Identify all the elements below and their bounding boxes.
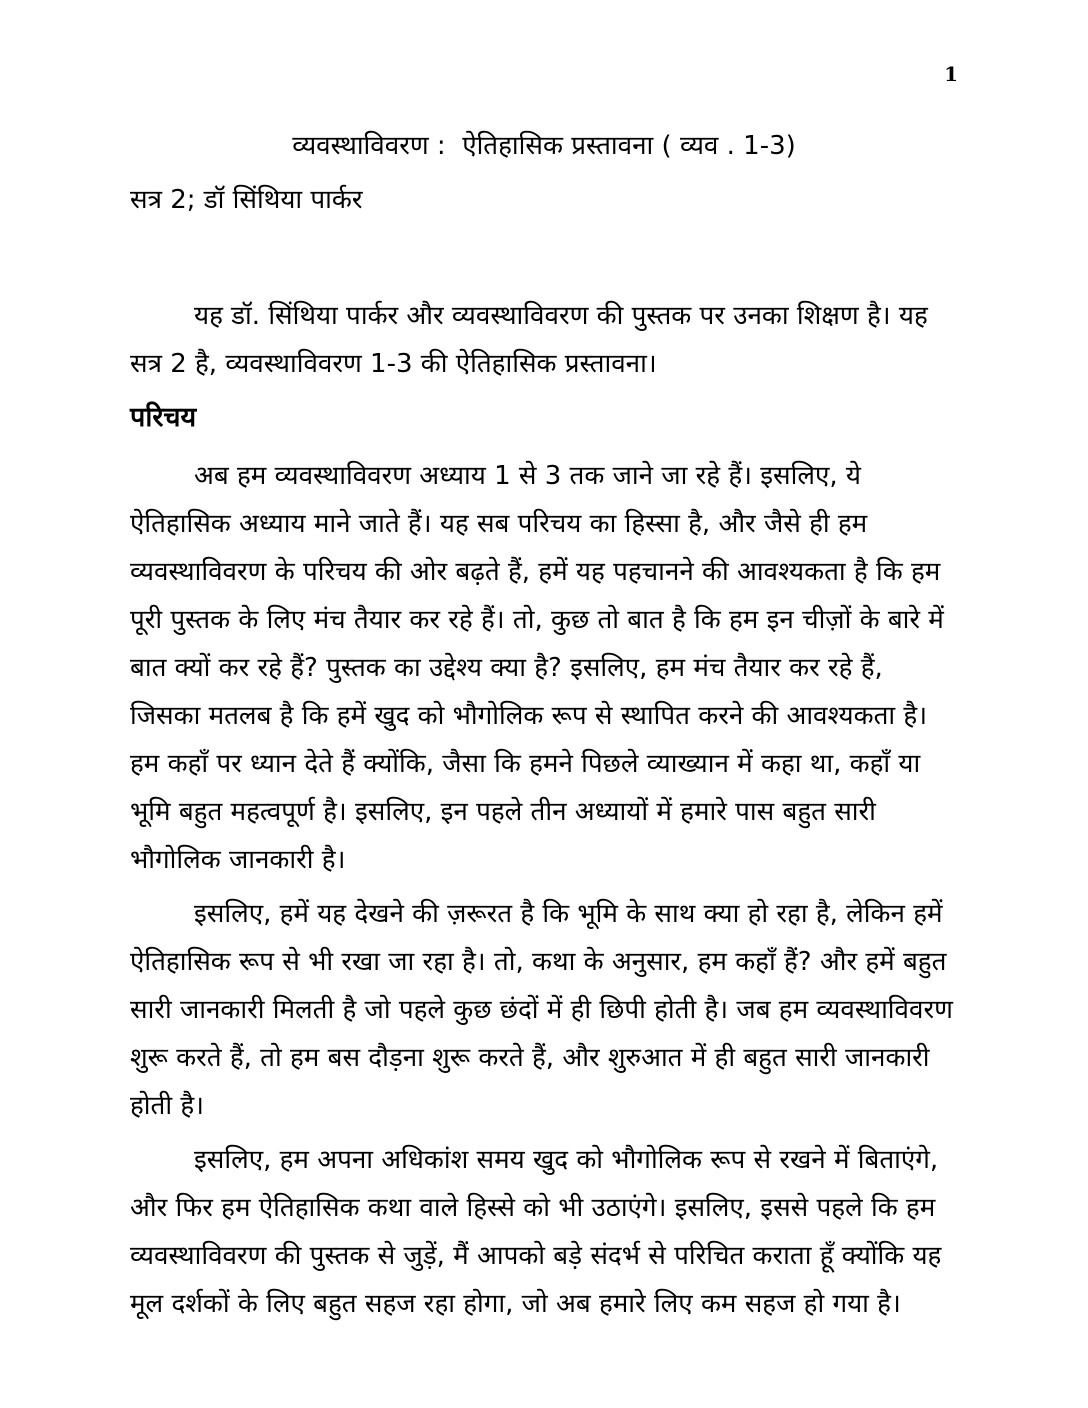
body-paragraph-1: अब हम व्यवस्थाविवरण अध्याय 1 से 3 तक जाने जा रहे हैं। इसलिए, ये ऐतिहासिक अध्याय माने जाते हैं। यह सब परिचय का हिस्सा है, और जैसे ही हम व्यवस्थाविवरण के परिचय की ओर बढ़ते हैं, हमें यह पहचानने की आवश्यकता है कि हम पूरी पुस्तक के लिए मंच तैयार कर रहे हैं। तो, कुछ तो बात है कि हम इन चीज़ों के बारे में बात क्यों कर रहे हैं? पुस्तक का उद्देश्य क्या है? इसलिए, हम मंच तैयार कर रहे हैं, जिसका मतलब है कि हमें खुद को भौगोलिक रूप से स्थापित करने की आवश्यकता है। हम कहाँ पर ध्यान देते हैं क्योंकि, जैसा कि हमने पिछले व्याख्यान में कहा था, कहाँ या भूमि बहुत महत्वपूर्ण है। इसलिए, इन पहले तीन अध्यायों में हमारे पास बहुत सारी भौगोलिक जानकारी है। (130, 461, 944, 875)
session-byline: सत्र 2; डॉ सिंथिया पार्कर (130, 185, 363, 215)
intro-paragraph: यह डॉ. सिंथिया पार्कर और व्यवस्थाविवरण की पुस्तक पर उनका शिक्षण है। यह सत्र 2 है, व्यवस्थाविवरण 1-3 की ऐतिहासिक प्रस्तावना। (130, 301, 928, 379)
document-body (130, 292, 960, 1334)
body-paragraph-2: इसलिए, हमें यह देखने की ज़रूरत है कि भूमि के साथ क्या हो रहा है, लेकिन हमें ऐतिहासिक रूप से भी रखा जा रहा है। तो, कथा के अनुसार, हम कहाँ हैं? और हमें बहुत सारी जानकारी मिलती है जो पहले कुछ छंदों में ही छिपी होती है। जब हम व्यवस्थाविवरण शुरू करते हैं, तो हम बस दौड़ना शुरू करते हैं, और शुरुआत में ही बहुत सारी जानकारी होती है। (130, 899, 953, 1121)
page-number: 1 (944, 62, 958, 86)
body-paragraph-3: इसलिए, हम अपना अधिकांश समय खुद को भौगोलिक रूप से रखने में बिताएंगे, और फिर हम ऐतिहासिक कथा वाले हिस्से को भी उठाएंगे। इसलिए, इससे पहले कि हम व्यवस्थाविवरण की पुस्तक से जुड़ें, मैं आपको बड़े संदर्भ से परिचित कराता हूँ क्योंकि यह मूल दर्शकों के लिए बहुत सहज रहा होगा, जो अब हमारे लिए कम सहज हो गया है। (130, 1145, 942, 1319)
section-heading-introduction: परिचय (130, 402, 197, 433)
document-title: व्यवस्थाविवरण : ऐतिहासिक प्रस्तावना ( व्यव . 1-3) (292, 131, 796, 161)
